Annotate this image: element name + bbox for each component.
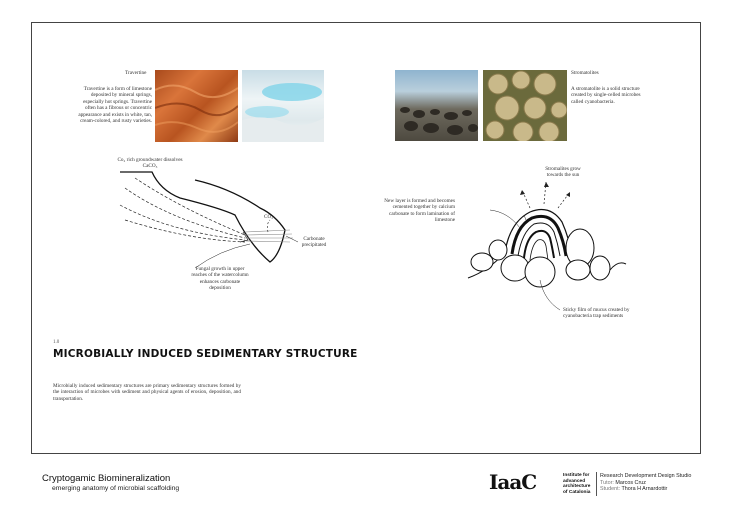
tutor-name: Marcos Cruz	[615, 479, 646, 486]
layer-label: New layer is formed and becomes cemented together by calcium carbonate to form lamination of limestone	[384, 198, 455, 224]
carbonate-label: Carbonate precipitated	[301, 236, 327, 249]
section-number: 1.0	[53, 340, 60, 345]
footer-project-subtitle: emerging anatomy of microbial scaffolding	[52, 485, 180, 492]
footer-project-title: Cryptogamic Biomineralization	[42, 473, 171, 484]
section-description: Microbially induced sedimentary structures are primary sedimentary structures formed by the interaction of microbes with sediment and physical agents of erosion, deposition, and transportation.	[53, 383, 241, 402]
stromatolite-photo-beach	[395, 70, 478, 141]
grow-label: Stromalites grow towards the sun	[545, 166, 581, 179]
stromatolite-growth-diagram	[460, 160, 630, 320]
student-name: Thora H Arnardottir	[621, 486, 668, 493]
mucus-label: Sticky film of mucus created by cyanobacteria trap sediments	[563, 307, 630, 320]
travertine-photo-white	[242, 70, 324, 142]
fungal-label: Fungal growth in upper reaches of the watercolumn enhances carbonate deposition	[191, 266, 249, 292]
travertine-title: Travertine	[125, 70, 147, 76]
institute-name: Institute for advanced architecture of Catalonia	[563, 473, 591, 495]
travertine-deposition-diagram	[100, 160, 340, 280]
footer-divider	[596, 472, 597, 496]
studio-info: Research Development Design Studio Tutor: Marcos Cruz Student: Thora H Arnardottir	[600, 473, 692, 493]
groundwater-label: Co₂ rich groundwater dissolves CaCO₃	[117, 157, 183, 170]
stromatolites-description: A stromatolite is a solid structure created by single-celled microbes called cyanobacteria.	[571, 86, 641, 105]
section-title: MICROBIALLY INDUCED SEDIMENTARY STRUCTURE	[53, 348, 358, 360]
travertine-photo-rust	[155, 70, 238, 142]
travertine-description: Travertine is a form of limestone deposited by mineral springs, especially hot springs. Travertine often has a fibrous or concentric appearance and exists in white, tan, cream-colored, and rusty varieties.	[78, 86, 152, 125]
iaac-logo: IaaC	[489, 470, 537, 494]
co2-label: CO₂	[264, 214, 274, 220]
stromatolites-title: Stromatolites	[571, 70, 599, 76]
studio-name: Research Development Design Studio	[600, 473, 692, 479]
stromatolite-photo-closeup	[483, 70, 567, 141]
